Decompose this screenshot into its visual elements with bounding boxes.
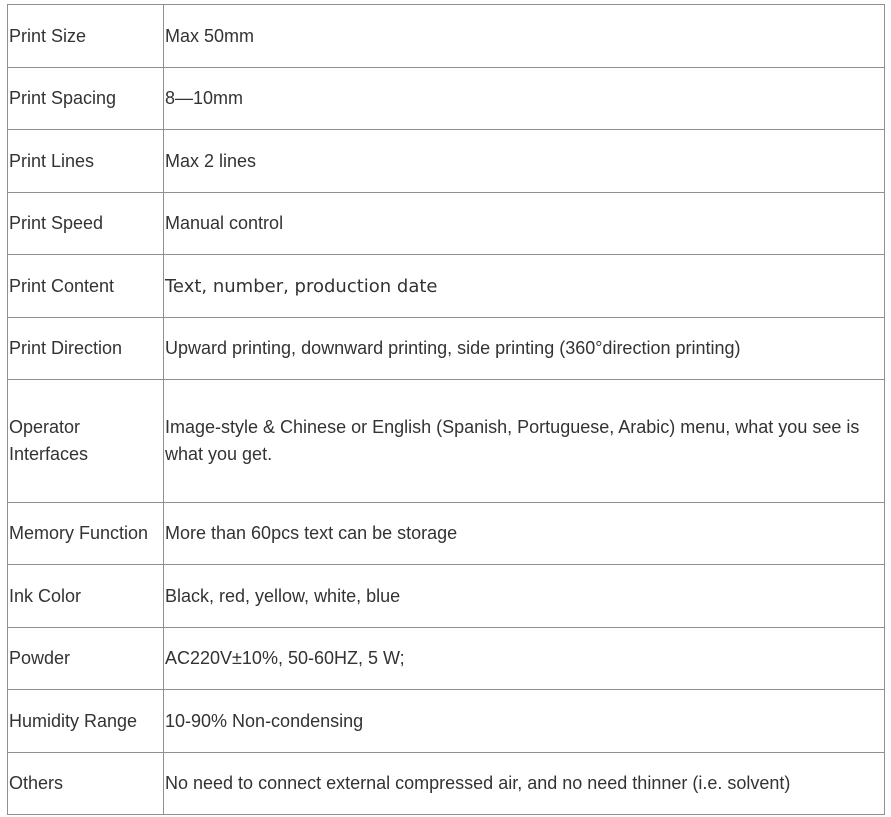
table-row — [8, 193, 885, 255]
spec-label: Powder — [8, 628, 164, 690]
table-row — [8, 380, 885, 503]
spec-value: Black, red, yellow, white, blue — [164, 565, 885, 628]
spec-value: Max 50mm — [164, 5, 885, 68]
table-row — [8, 68, 885, 130]
table-row — [8, 130, 885, 193]
spec-label: Print Direction — [8, 318, 164, 380]
spec-label: Print Lines — [8, 130, 164, 193]
table-row — [8, 318, 885, 380]
spec-value: More than 60pcs text can be storage — [164, 503, 885, 565]
table-row — [8, 503, 885, 565]
table-row — [8, 255, 885, 318]
spec-value: Max 2 lines — [164, 130, 885, 193]
table-row — [8, 565, 885, 628]
spec-value: AC220V±10%, 50-60HZ, 5 W; — [164, 628, 885, 690]
spec-value: Image-style & Chinese or English (Spanish, Portuguese, Arabic) menu, what you see is what you get. — [164, 380, 885, 503]
spec-value: Upward printing, downward printing, side printing (360°direction printing) — [164, 318, 885, 380]
table-row — [8, 628, 885, 690]
spec-label: Memory Function — [8, 503, 164, 565]
table-row — [8, 5, 885, 68]
spec-table — [7, 4, 885, 815]
spec-value: Manual control — [164, 193, 885, 255]
spec-label: Humidity Range — [8, 690, 164, 753]
spec-label: Print Speed — [8, 193, 164, 255]
spec-value: 8—10mm — [164, 68, 885, 130]
spec-label: Ink Color — [8, 565, 164, 628]
spec-label: Print Size — [8, 5, 164, 68]
table-row — [8, 753, 885, 815]
spec-value: 10-90% Non-condensing — [164, 690, 885, 753]
table-row — [8, 690, 885, 753]
spec-label: Operator Interfaces — [8, 380, 164, 503]
spec-value: Text, number, production date — [164, 255, 885, 318]
spec-label: Others — [8, 753, 164, 815]
spec-label: Print Content — [8, 255, 164, 318]
spec-value: No need to connect external compressed air, and no need thinner (i.e. solvent) — [164, 753, 885, 815]
spec-label: Print Spacing — [8, 68, 164, 130]
